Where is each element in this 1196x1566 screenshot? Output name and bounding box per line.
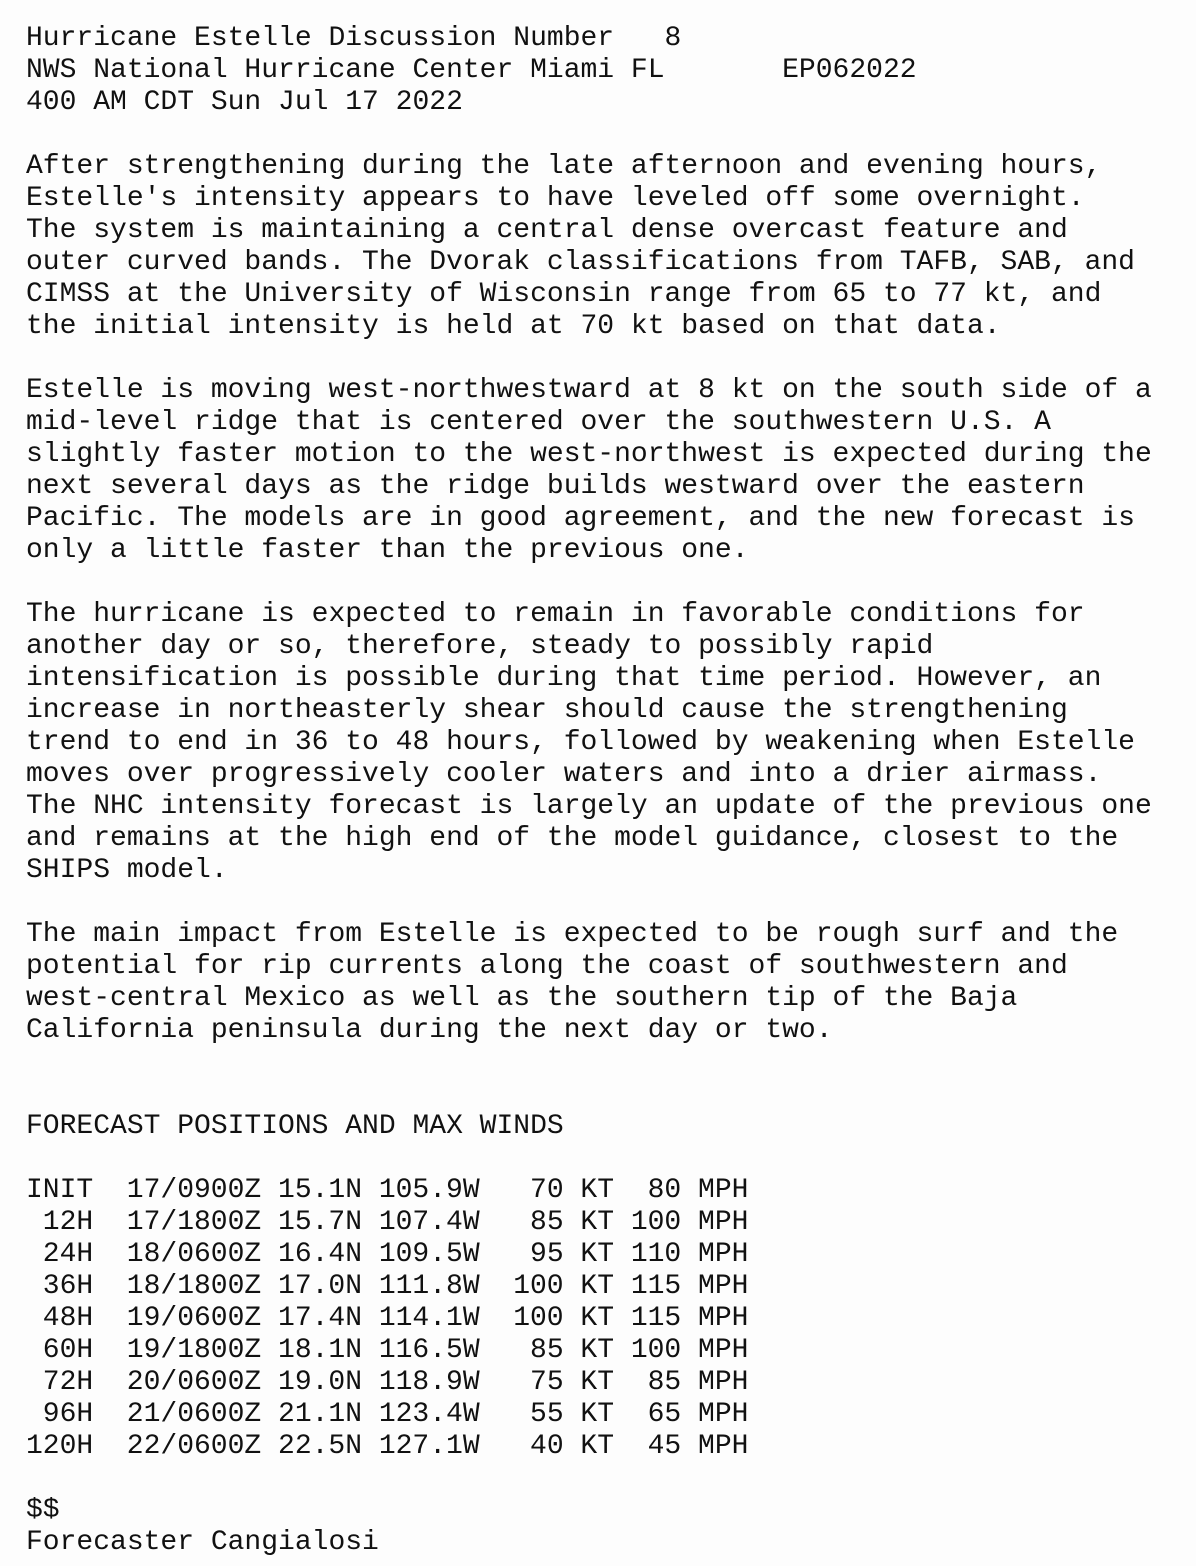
forecast-kt: 85: [530, 1335, 564, 1366]
forecast-label: 72H: [42, 1367, 94, 1398]
forecast-time: 18/1800Z: [126, 1271, 262, 1302]
forecast-row: [26, 1207, 1152, 1239]
forecast-mph: 110: [630, 1239, 682, 1270]
forecast-lon: 109.5W: [378, 1239, 480, 1270]
forecast-time: 21/0600Z: [126, 1399, 262, 1430]
spacer: [26, 1143, 1152, 1175]
paragraph-line: moves over progressively cooler waters and into a drier airmass.: [26, 759, 1102, 790]
forecast-mph: 100: [630, 1335, 682, 1366]
paragraph-line: only a little faster than the previous one.: [26, 535, 749, 566]
forecast-label: 36H: [42, 1271, 94, 1302]
paragraph: [26, 599, 1152, 887]
paragraph-line: another day or so, therefore, steady to possibly rapid: [26, 631, 934, 662]
paragraph-line: potential for rip currents along the coast of southwestern and: [26, 951, 1068, 982]
forecast-kt: 70: [530, 1175, 564, 1206]
forecast-kt: 100: [513, 1271, 564, 1302]
forecast-kt-unit: KT: [580, 1239, 615, 1270]
paragraph-line: CIMSS at the University of Wisconsin range from 65 to 77 kt, and: [26, 279, 1102, 310]
issuing-office: NWS National Hurricane Center Miami FL EP062022: [26, 55, 917, 86]
paragraph-line: slightly faster motion to the west-northwest is expected during the: [26, 439, 1152, 470]
forecast-mph-unit: MPH: [698, 1239, 749, 1270]
forecast-lat: 22.5N: [278, 1431, 363, 1462]
forecast-label: INIT: [26, 1175, 94, 1206]
forecast-label: 48H: [42, 1303, 94, 1334]
forecast-lon: 118.9W: [378, 1367, 480, 1398]
forecast-mph-unit: MPH: [698, 1271, 749, 1302]
spacer: [26, 887, 1152, 919]
forecast-lon: 116.5W: [378, 1335, 480, 1366]
forecast-kt-unit: KT: [580, 1271, 615, 1302]
paragraph-line: The system is maintaining a central dense overcast feature and: [26, 215, 1068, 246]
forecast-label: 24H: [42, 1239, 94, 1270]
forecast-label: 12H: [42, 1207, 94, 1238]
forecast-table: [26, 1175, 1152, 1463]
forecast-kt: 95: [530, 1239, 564, 1270]
paragraph-line: SHIPS model.: [26, 855, 228, 886]
forecast-mph-unit: MPH: [698, 1367, 749, 1398]
forecast-mph-unit: MPH: [698, 1175, 749, 1206]
end-marker: $$: [26, 1495, 60, 1526]
forecast-time: 19/1800Z: [126, 1335, 262, 1366]
forecast-row: [26, 1303, 1152, 1335]
forecast-lon: 123.4W: [378, 1399, 480, 1430]
forecast-mph: 115: [630, 1303, 682, 1334]
forecast-kt-unit: KT: [580, 1335, 615, 1366]
forecast-kt: 75: [530, 1367, 564, 1398]
issue-time: 400 AM CDT Sun Jul 17 2022: [26, 87, 463, 118]
forecast-lat: 15.1N: [278, 1175, 363, 1206]
paragraph: [26, 375, 1152, 567]
forecast-kt-unit: KT: [580, 1399, 615, 1430]
paragraph-line: The NHC intensity forecast is largely an update of the previous one: [26, 791, 1152, 822]
forecast-kt-unit: KT: [580, 1175, 615, 1206]
spacer: [26, 1463, 1152, 1495]
forecast-lat: 17.0N: [278, 1271, 363, 1302]
paragraph-line: Estelle's intensity appears to have leveled off some overnight.: [26, 183, 1085, 214]
forecast-time: 19/0600Z: [126, 1303, 262, 1334]
forecast-row: [26, 1367, 1152, 1399]
forecaster-signature: Forecaster Cangialosi: [26, 1527, 379, 1558]
forecast-kt-unit: KT: [580, 1207, 615, 1238]
forecast-mph-unit: MPH: [698, 1207, 749, 1238]
forecast-row: [26, 1271, 1152, 1303]
forecast-title: FORECAST POSITIONS AND MAX WINDS: [26, 1111, 564, 1142]
paragraph-line: outer curved bands. The Dvorak classifications from TAFB, SAB, and: [26, 247, 1135, 278]
forecast-lon: 105.9W: [378, 1175, 480, 1206]
forecast-lat: 16.4N: [278, 1239, 363, 1270]
forecast-mph: 115: [630, 1271, 682, 1302]
paragraph: [26, 919, 1152, 1047]
spacer: [26, 1047, 1152, 1079]
forecast-mph: 85: [647, 1367, 682, 1398]
spacer: [26, 1079, 1152, 1111]
forecast-lon: 127.1W: [378, 1431, 480, 1462]
forecast-row: [26, 1175, 1152, 1207]
forecast-mph: 65: [647, 1399, 682, 1430]
paragraph-line: Estelle is moving west-northwestward at 8 kt on the south side of a: [26, 375, 1152, 406]
forecast-kt-unit: KT: [580, 1367, 615, 1398]
paragraph-line: Pacific. The models are in good agreement, and the new forecast is: [26, 503, 1135, 534]
forecast-lat: 19.0N: [278, 1367, 363, 1398]
forecast-kt-unit: KT: [580, 1431, 615, 1462]
paragraph-line: next several days as the ridge builds westward over the eastern: [26, 471, 1085, 502]
forecast-lon: 107.4W: [378, 1207, 480, 1238]
paragraph: [26, 151, 1152, 343]
forecast-label: 120H: [26, 1431, 94, 1462]
forecast-row: [26, 1399, 1152, 1431]
paragraph-line: California peninsula during the next day or two.: [26, 1015, 833, 1046]
paragraph-line: The hurricane is expected to remain in favorable conditions for: [26, 599, 1085, 630]
discussion-document: [26, 23, 1152, 1559]
paragraph-line: and remains at the high end of the model guidance, closest to the: [26, 823, 1119, 854]
forecast-mph-unit: MPH: [698, 1335, 749, 1366]
forecast-lat: 15.7N: [278, 1207, 363, 1238]
forecast-label: 96H: [42, 1399, 94, 1430]
paragraph-line: increase in northeasterly shear should cause the strengthening: [26, 695, 1068, 726]
paragraph-line: mid-level ridge that is centered over the southwestern U.S. A: [26, 407, 1051, 438]
forecast-time: 17/0900Z: [126, 1175, 262, 1206]
forecast-row: [26, 1335, 1152, 1367]
forecast-mph: 45: [647, 1431, 682, 1462]
paragraph-line: the initial intensity is held at 70 kt based on that data.: [26, 311, 1001, 342]
forecast-time: 17/1800Z: [126, 1207, 262, 1238]
forecast-label: 60H: [42, 1335, 94, 1366]
forecast-kt: 55: [530, 1399, 564, 1430]
forecast-kt-unit: KT: [580, 1303, 615, 1334]
forecast-mph: 80: [647, 1175, 682, 1206]
paragraph-line: west-central Mexico as well as the southern tip of the Baja: [26, 983, 1018, 1014]
forecast-time: 22/0600Z: [126, 1431, 262, 1462]
paragraph-line: After strengthening during the late afternoon and evening hours,: [26, 151, 1102, 182]
forecast-lat: 18.1N: [278, 1335, 363, 1366]
paragraph-line: trend to end in 36 to 48 hours, followed by weakening when Estelle: [26, 727, 1135, 758]
forecast-kt: 85: [530, 1207, 564, 1238]
forecast-lat: 21.1N: [278, 1399, 363, 1430]
forecast-mph: 100: [630, 1207, 682, 1238]
forecast-lon: 114.1W: [378, 1303, 480, 1334]
forecast-mph-unit: MPH: [698, 1303, 749, 1334]
discussion-body: [26, 151, 1152, 1079]
forecast-mph-unit: MPH: [698, 1431, 749, 1462]
spacer: [26, 567, 1152, 599]
forecast-row: [26, 1239, 1152, 1271]
paragraph-line: The main impact from Estelle is expected to be rough surf and the: [26, 919, 1119, 950]
forecast-row: [26, 1431, 1152, 1463]
discussion-title: Hurricane Estelle Discussion Number 8: [26, 23, 682, 54]
spacer: [26, 343, 1152, 375]
forecast-lon: 111.8W: [378, 1271, 480, 1302]
forecast-kt: 100: [513, 1303, 564, 1334]
forecast-kt: 40: [530, 1431, 564, 1462]
paragraph-line: intensification is possible during that time period. However, an: [26, 663, 1102, 694]
forecast-time: 20/0600Z: [126, 1367, 262, 1398]
forecast-lat: 17.4N: [278, 1303, 363, 1334]
forecast-mph-unit: MPH: [698, 1399, 749, 1430]
forecast-time: 18/0600Z: [126, 1239, 262, 1270]
spacer: [26, 119, 1152, 151]
